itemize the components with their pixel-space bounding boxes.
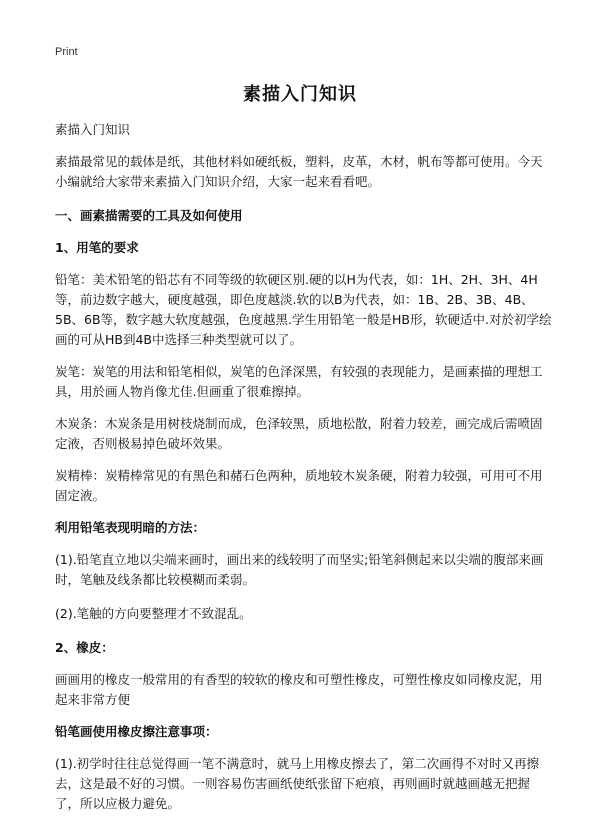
print-link[interactable]: Print	[55, 46, 78, 58]
page-title: 素描入门知识	[243, 84, 357, 105]
eraser-note-1: (1).初学时往往总觉得画一笔不满意时，就马上用橡皮擦去了，第二次画得不对时又再擦去，这是最不好的习惯。一则容易伤害画纸使纸张留下疤痕，再则画时就越画越无把握了，所以应极力避免。	[55, 756, 540, 811]
paragraph-eraser: 画画用的橡皮一般常用的有香型的较软的橡皮和可塑性橡皮，可塑性橡皮如同橡皮泥，用起来非常方便	[55, 672, 543, 707]
subheading-shading-methods: 利用铅笔表现明暗的方法：	[55, 520, 206, 535]
paragraph-charcoal-crayon: 炭精棒：炭精棒常见的有黑色和赭石色两种，质地较木炭条硬，附着力较强，可用可不用固定液。	[55, 468, 543, 503]
section-heading-tools: 一、画素描需要的工具及如何使用	[55, 208, 243, 223]
article-body	[55, 120, 552, 826]
shading-item-2: (2).笔触的方向要整理才不致混乱。	[55, 606, 252, 621]
paragraph-charcoal-stick: 木炭条：木炭条是用树枝烧制而成，色泽较黑，质地松散，附着力较差，画完成后需喷固定液，否则极易掉色破坏效果。	[55, 416, 543, 451]
intro-paragraph: 素描最常见的载体是纸，其他材料如硬纸板，塑料，皮革，木材，帆布等都可使用。今天小编就给大家带来素描入门知识介绍，大家一起来看看吧。	[55, 154, 543, 189]
shading-item-1: (1).铅笔直立地以尖端来画时，画出来的线较明了而坚实;铅笔斜侧起来以尖端的腹部来画时，笔触及线条都比较模糊而柔弱。	[55, 552, 544, 587]
paragraph-pencil: 铅笔：美术铅笔的铅芯有不同等级的软硬区别.硬的以H为代表，如：1H、2H、3H、4H等，前边数字越大，硬度越强，即色度越淡.软的以B为代表，如：1B、2B、3B、4B、5B、6B等，数字越大软度越强，色度越黑.学生用铅笔一般是HB形，软硬适中.对於初学绘画的可从HB到4B中选择三种类型就可以了。	[55, 272, 552, 347]
subheading-eraser-notes: 铅笔画使用橡皮擦注意事项：	[55, 724, 218, 739]
subheading-pen-requirements: 1、用笔的要求	[55, 240, 139, 255]
article-subtitle: 素描入门知识	[55, 122, 131, 137]
subheading-eraser: 2、橡皮：	[55, 640, 114, 655]
paragraph-charcoal-pen: 炭笔：炭笔的用法和铅笔相似，炭笔的色泽深黑，有较强的表现能力，是画素描的理想工具，用於画人物肖像尤佳.但画重了很难擦掉。	[55, 364, 543, 399]
